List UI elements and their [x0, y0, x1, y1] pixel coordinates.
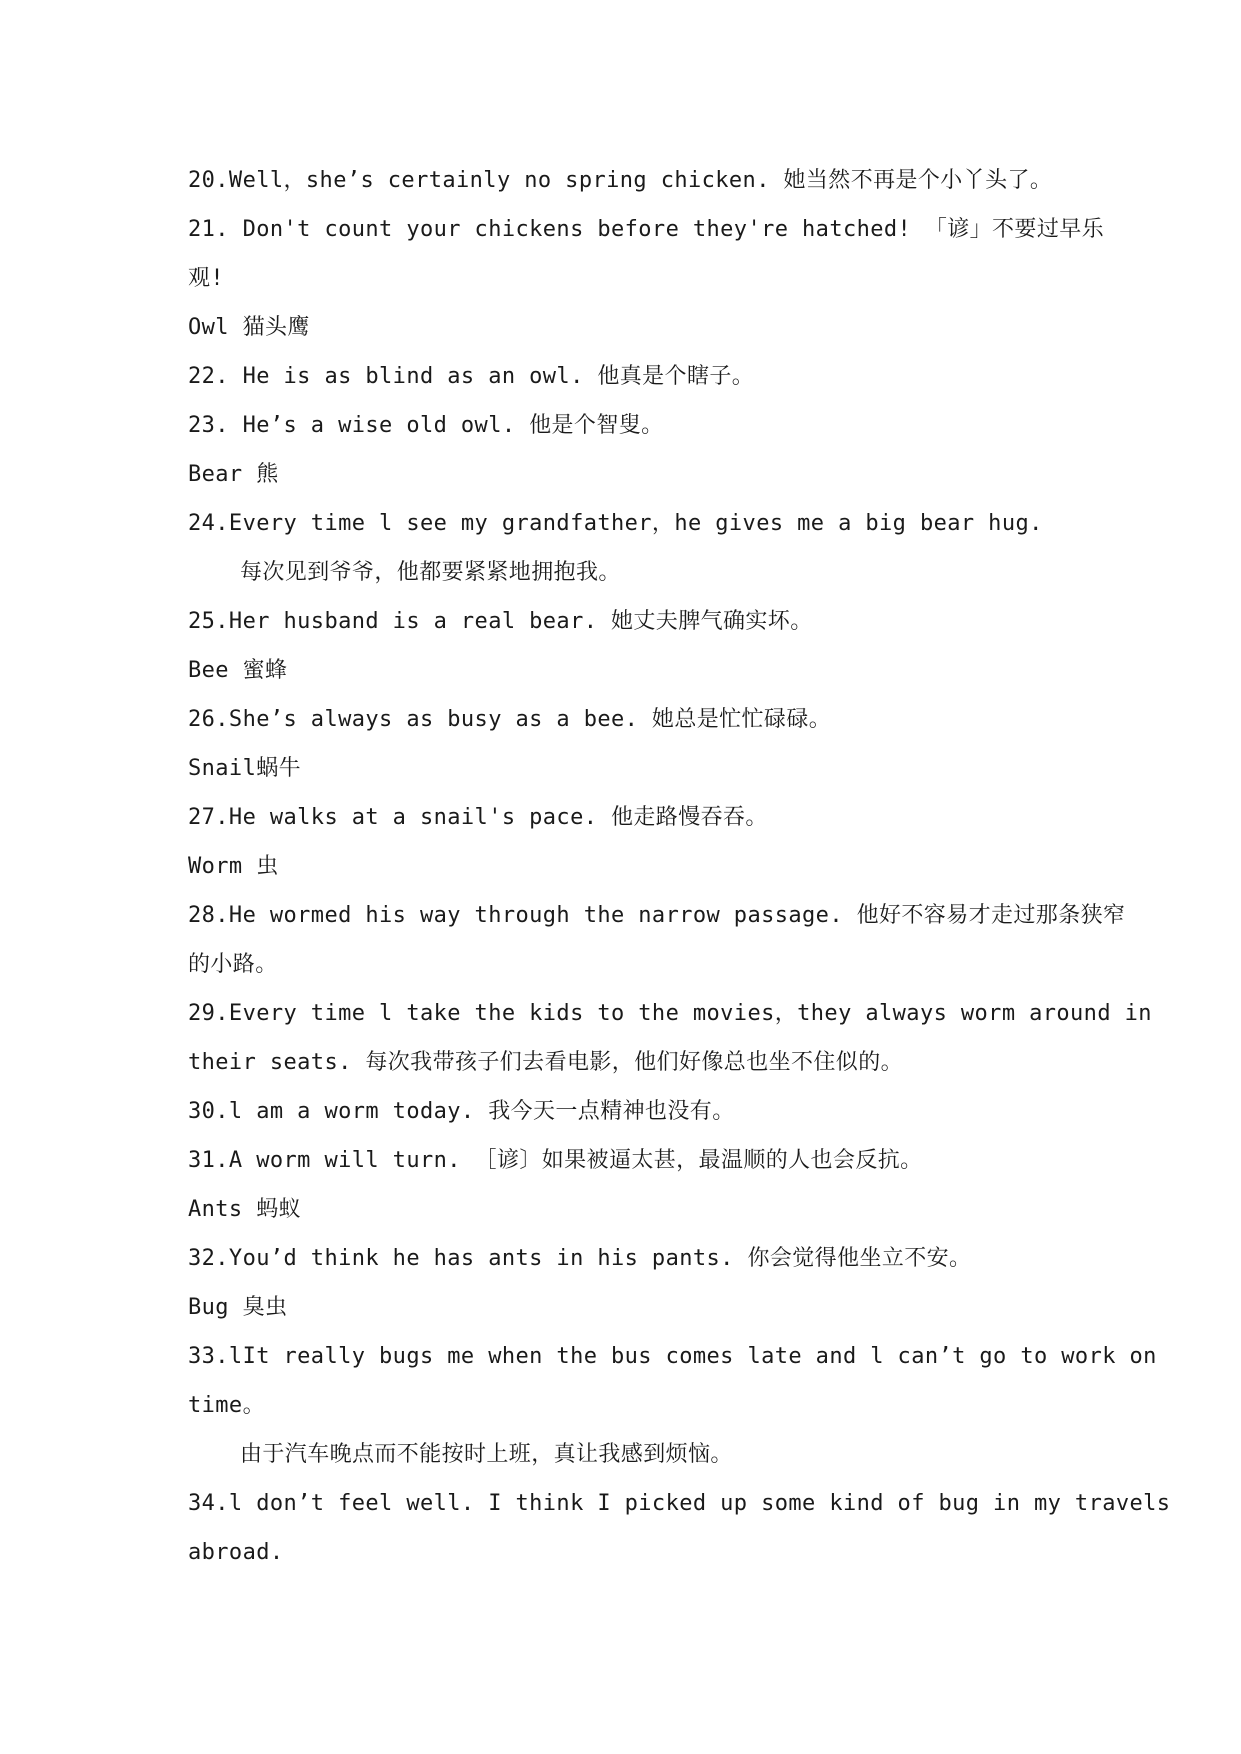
section-heading-bug: Bug 臭虫: [188, 1295, 288, 1320]
text-line: 31.A worm will turn. ［谚〕如果被逼太甚，最温顺的人也会反抗。: [188, 1148, 923, 1173]
section-heading-bear: Bear 熊: [188, 462, 279, 487]
text-line: 33.lIt really bugs me when the bus comes late and l can’t go to work on: [188, 1344, 1157, 1369]
text-line: 30.l am a worm today. 我今天一点精神也没有。: [188, 1099, 735, 1124]
text-line: 26.She’s always as busy as a bee. 她总是忙忙碌碌。: [188, 707, 832, 732]
section-heading-snail: Snail蜗牛: [188, 756, 302, 781]
section-heading-worm: Worm 虫: [188, 854, 279, 879]
section-heading-ants: Ants 蚂蚁: [188, 1197, 302, 1222]
text-line: 32.You’d think he has ants in his pants. 你会觉得他坐立不安。: [188, 1246, 972, 1271]
text-line: abroad.: [188, 1540, 284, 1565]
text-line: 25.Her husband is a real bear. 她丈夫脾气确实坏。: [188, 609, 813, 634]
text-line: their seats. 每次我带孩子们去看电影，他们好像总也坐不住似的。: [188, 1050, 903, 1075]
text-line: 20.Well，she’s certainly no spring chicken. 她当然不再是个小丫头了。: [188, 168, 1053, 193]
text-line: 观!: [188, 266, 225, 291]
text-line: 22. He is as blind as an owl. 他真是个瞎子。: [188, 364, 755, 389]
text-line: 21. Don't count your chickens before they're hatched! 「谚」不要过早乐: [188, 217, 1105, 242]
text-line: 每次见到爷爷，他都要紧紧地拥抱我。: [240, 560, 621, 585]
text-line: 28.He wormed his way through the narrow passage. 他好不容易才走过那条狭窄: [188, 903, 1126, 928]
document-body: [188, 156, 1171, 1577]
text-line: time。: [188, 1393, 265, 1418]
text-line: 的小路。: [188, 952, 278, 977]
text-line: 34.l don’t feel well. I think I picked up some kind of bug in my travels: [188, 1491, 1171, 1516]
text-line: 24.Every time l see my grandfather，he gives me a big bear hug.: [188, 511, 1043, 536]
text-line: 27.He walks at a snail's pace. 他走路慢吞吞。: [188, 805, 768, 830]
section-heading-bee: Bee 蜜蜂: [188, 658, 288, 683]
section-heading-owl: Owl 猫头鹰: [188, 315, 310, 340]
text-line: 23. He’s a wise old owl. 他是个智叟。: [188, 413, 664, 438]
text-line: 29.Every time l take the kids to the movies，they always worm around in: [188, 1001, 1152, 1026]
text-line: 由于汽车晚点而不能按时上班，真让我感到烦恼。: [240, 1442, 733, 1467]
